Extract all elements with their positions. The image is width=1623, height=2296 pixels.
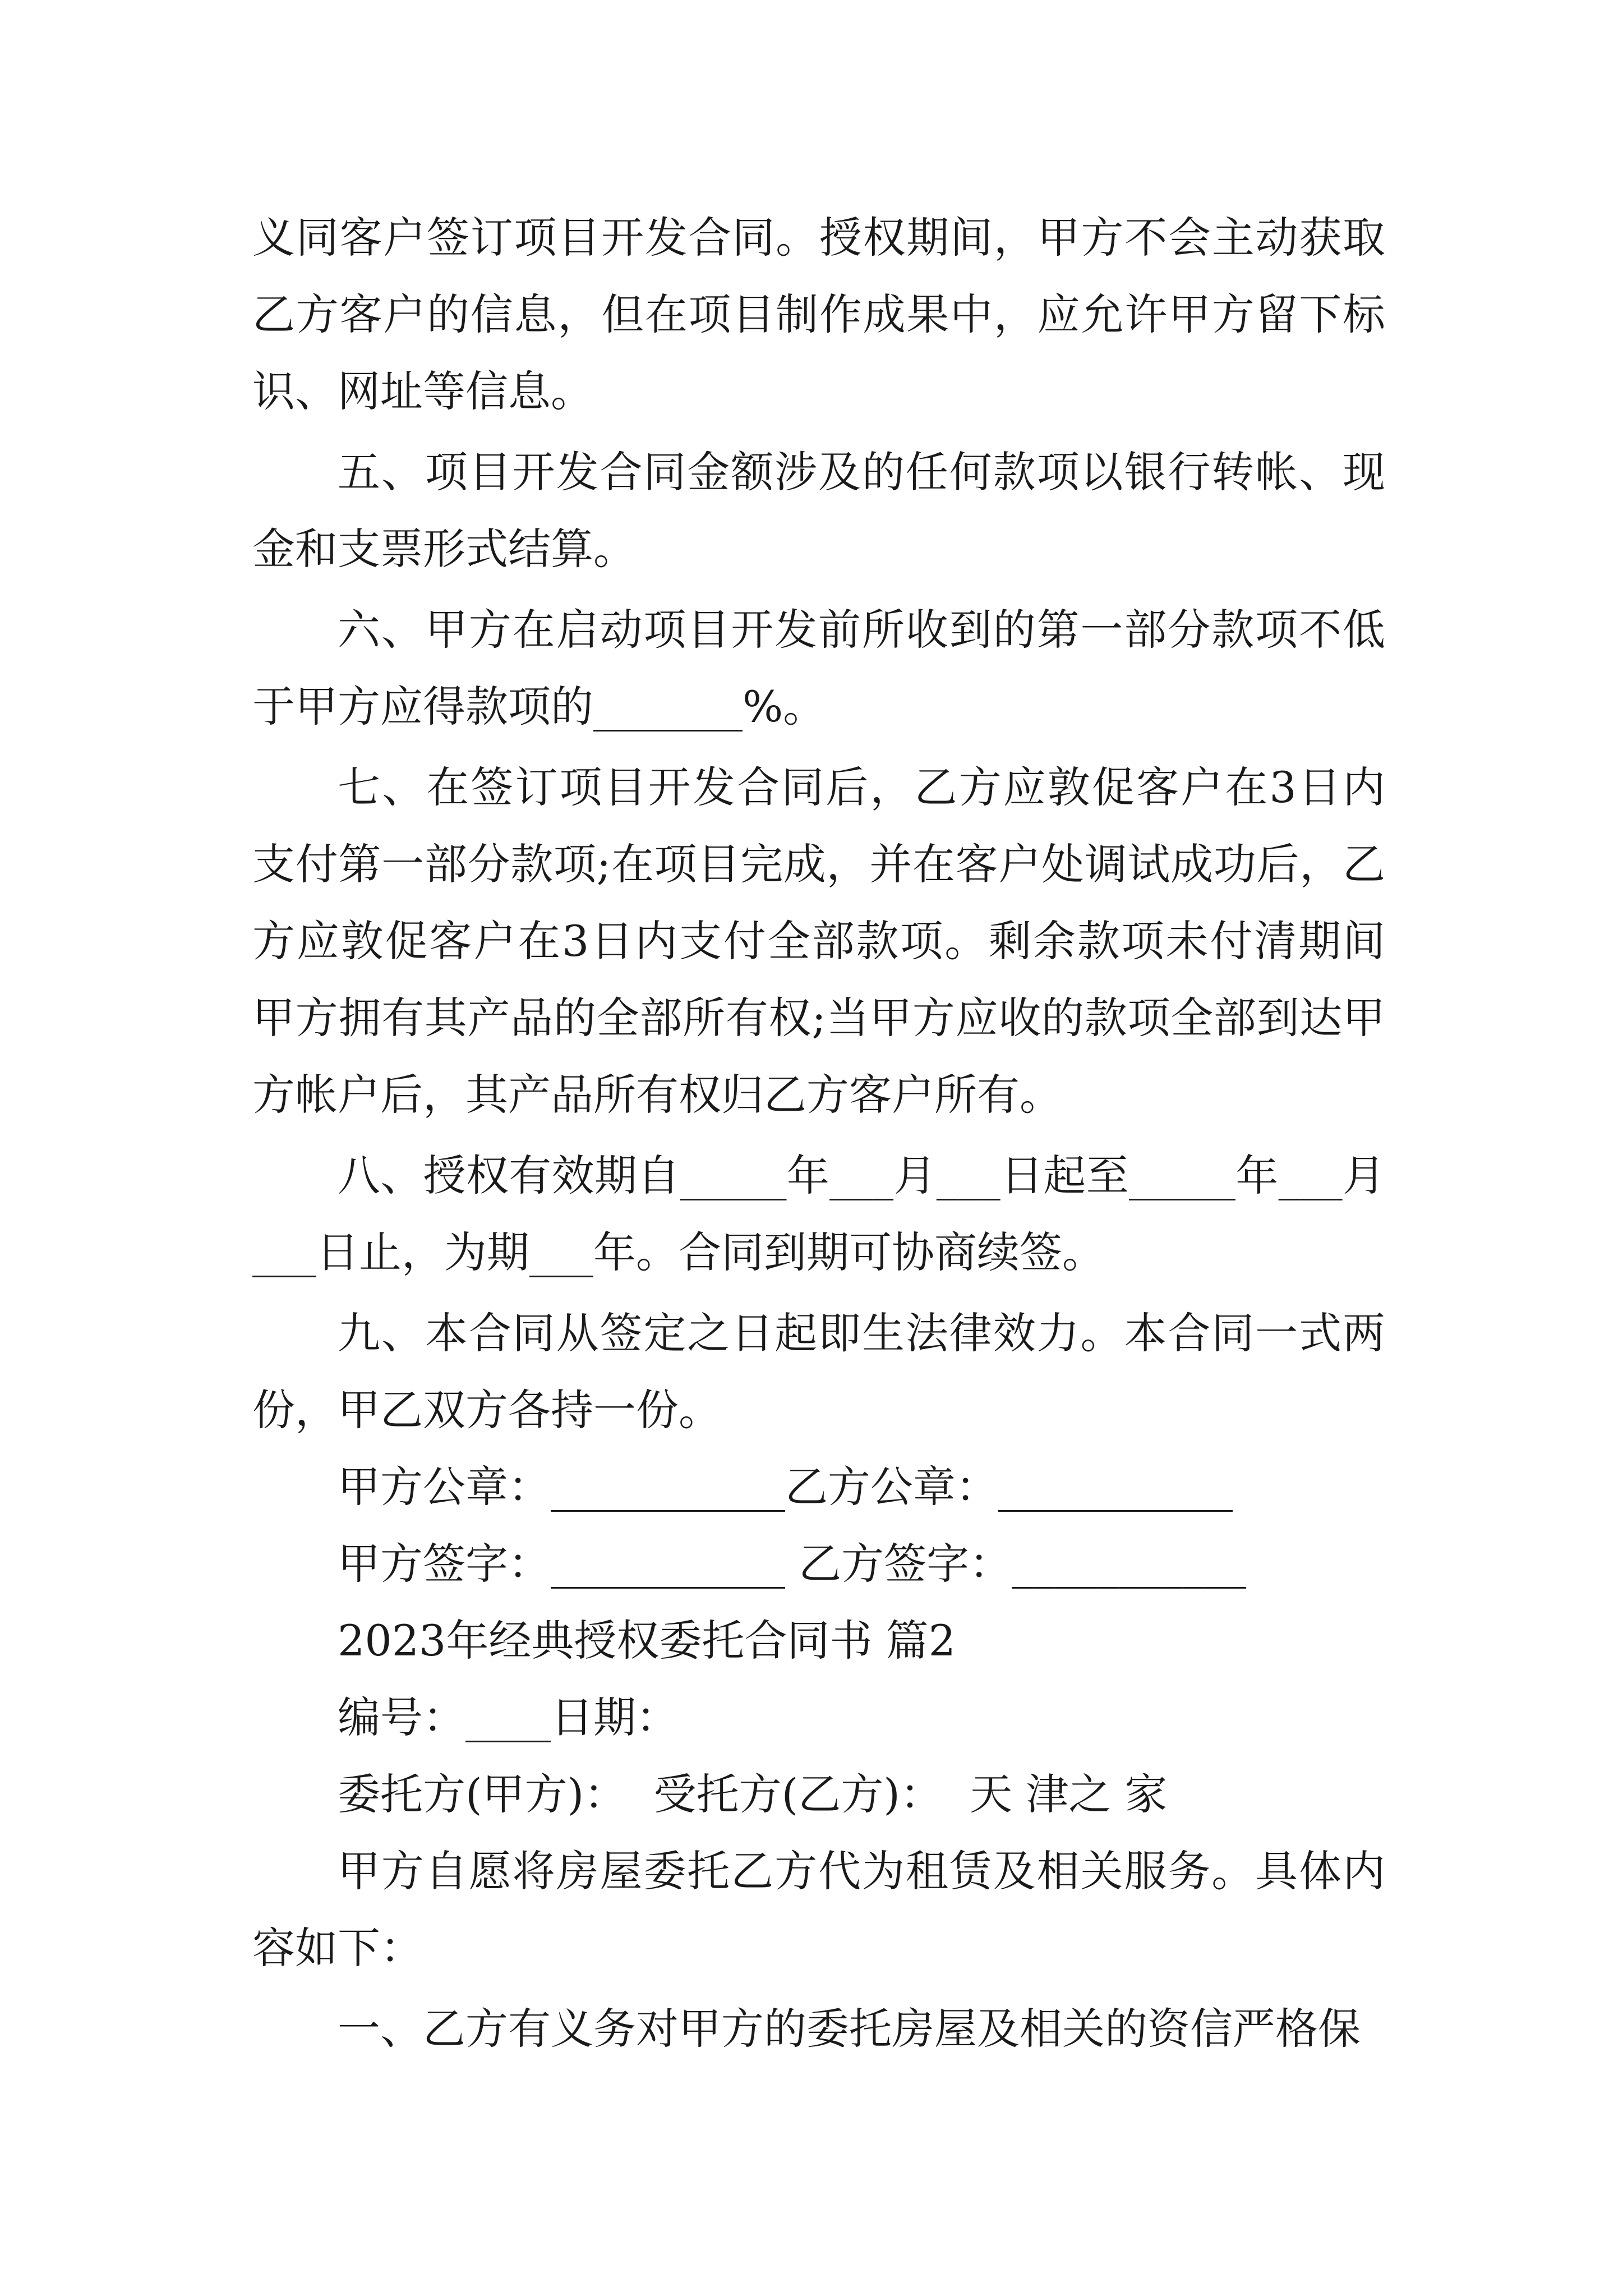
line-parties: 委托方(甲方)： 受托方(乙方)： 天 津之 家 (338, 1769, 1168, 1819)
document-body (252, 199, 1385, 2067)
line-number-date: 编号：____日期： (338, 1692, 679, 1742)
paragraph-clause-7-payment-schedule: 七、在签订项目开发合同后，乙方应敦促客户在3日内支付第一部分款项;在项目完成，并在客户处调试成功后，乙方应敦促客户在3日内支付全部款项。剩余款项未付清期间甲方拥有其产品的全部所有权;当甲方应收的款项全部到达甲方帐户后，其产品所有权归乙方客户所有。 (252, 762, 1385, 1120)
paragraph-authorization-scope: 义同客户签订项目开发合同。授权期间，甲方不会主动获取乙方客户的信息，但在项目制作成果中，应允许甲方留下标识、网址等信息。 (252, 213, 1385, 416)
paragraph-clause-9-legal-effect: 九、本合同从签定之日起即生法律效力。本合同一式两份，甲乙双方各持一份。 (252, 1308, 1385, 1435)
paragraph-clause-6-first-payment: 六、甲方在启动项目开发前所收到的第一部分款项不低于甲方应得款项的_______%。 (252, 605, 1385, 731)
paragraph-clause-1-confidentiality: 一、乙方有义务对甲方的委托房屋及相关的资信严格保 (338, 2004, 1361, 2054)
line-official-seals: 甲方公章：___________乙方公章：___________ (338, 1462, 1233, 1512)
line-signatures: 甲方签字：___________ 乙方签字：___________ (338, 1539, 1247, 1589)
paragraph-clause-5-payment-method: 五、项目开发合同金额涉及的任何款项以银行转帐、现金和支票形式结算。 (252, 447, 1385, 574)
paragraph-entrustment-intro: 甲方自愿将房屋委托乙方代为租赁及相关服务。具体内容如下： (252, 1846, 1385, 1973)
paragraph-clause-8-validity-period: 八、授权有效期自_____年___月___日起至_____年___月___日止，为期___年。合同到期可协商续签。 (252, 1151, 1385, 1277)
section-title: 2023年经典授权委托合同书 篇2 (338, 1616, 956, 1665)
